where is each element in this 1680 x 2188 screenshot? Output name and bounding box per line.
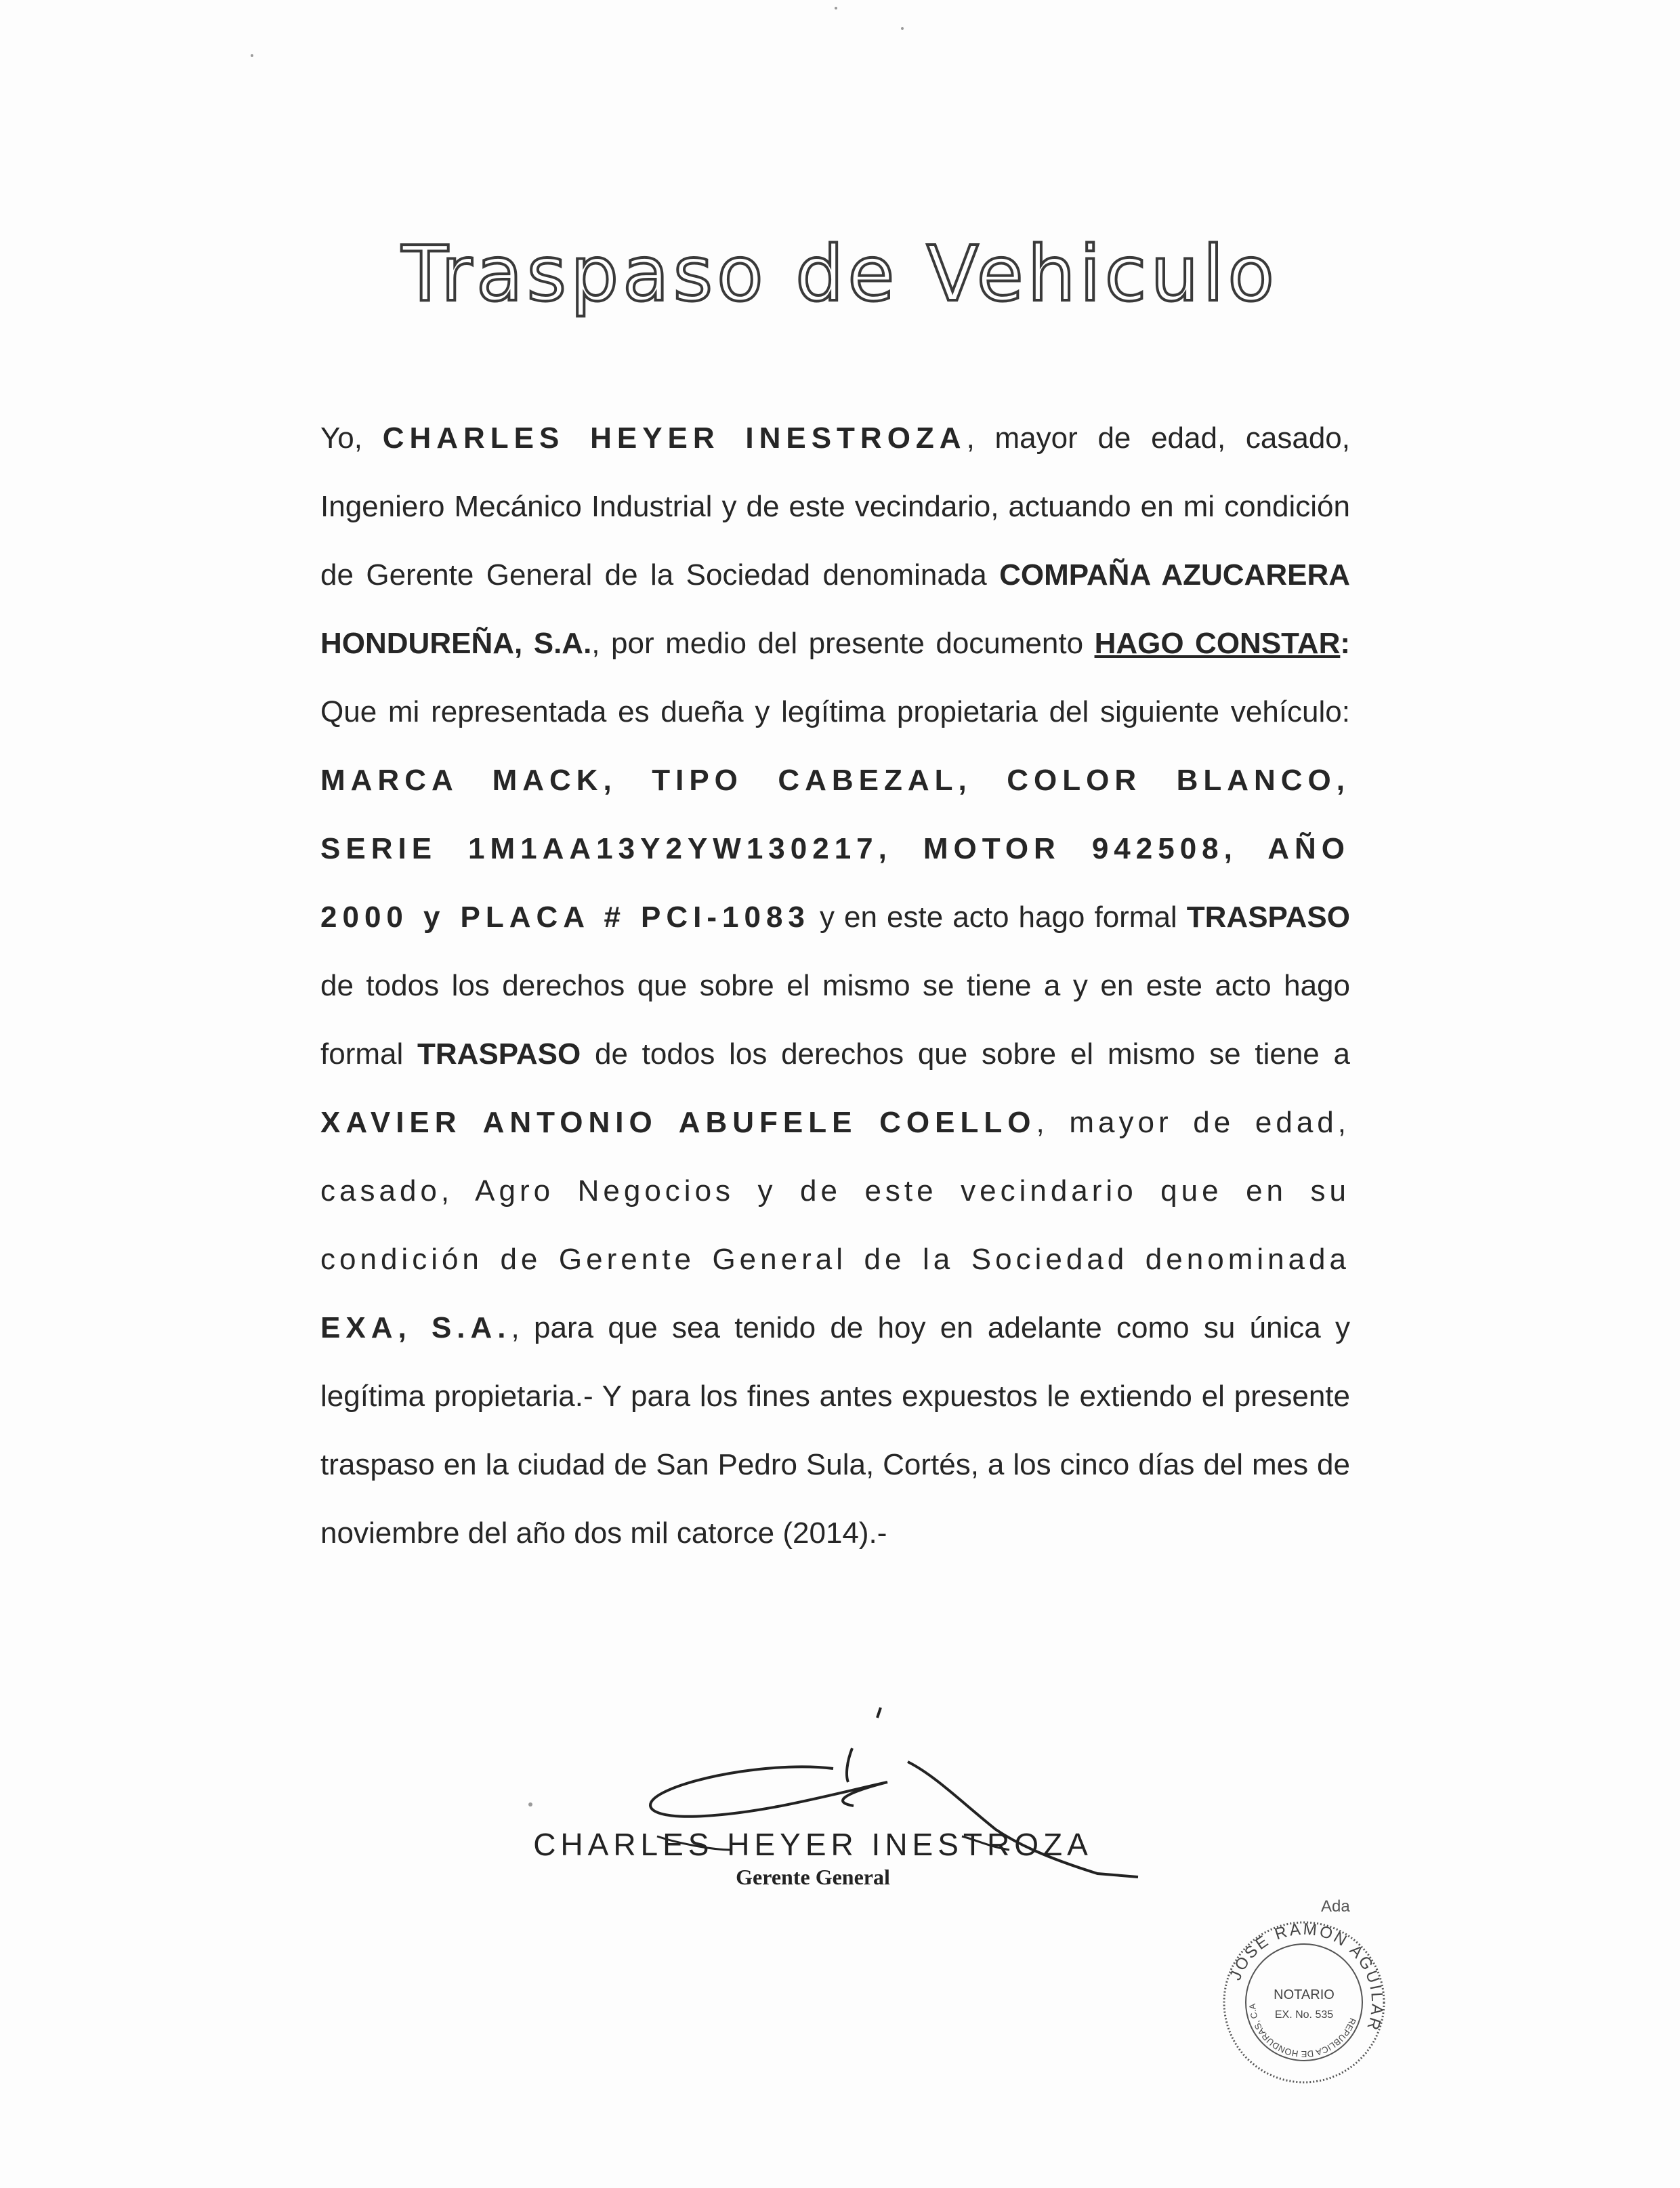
- body-segment: , mayor de edad, casado, Ingeniero Mecánico Industrial y de este vecindario, actuando en mi condición de Gerente General de la Sociedad denominada: [320, 421, 1350, 592]
- signer-role: Gerente General: [736, 1865, 890, 1889]
- body-segment: TRASPASO: [417, 1037, 581, 1071]
- body-segment: XAVIER ANTONIO ABUFELE COELLO: [320, 1106, 1036, 1139]
- body-segment: EXA, S.A.: [320, 1311, 511, 1344]
- body-segment: , mayor de edad, casado, Agro Negocios y de este vecindario que en su condición de Gerente General de la Sociedad denominada: [320, 1106, 1350, 1276]
- body-segment: MARCA MACK, TIPO CABEZAL, COLOR BLANCO, SERIE 1M1AA13Y2YW130217, MOTOR 942508, AÑO 2000 y PLACA # PCI-1083: [320, 764, 1350, 934]
- seal-center-line-2: EX. No. 535: [1274, 2009, 1334, 2021]
- body-segment: , para que sea tenido de hoy en adelante como su única y legítima propietaria.- Y para los fines antes expuestos le extiendo el presente traspaso en la ciudad de San Pedro Sula, Cortés, a los cinco días del mes de noviembre del año dos mil catorce (2014).-: [320, 1311, 1350, 1550]
- body-segment: , por medio del presente documento: [591, 627, 1095, 660]
- scan-speck: [528, 1802, 532, 1807]
- scan-speck: [251, 54, 253, 57]
- notary-seal: [1219, 1918, 1389, 2087]
- document-body: [320, 404, 1350, 1567]
- body-segment: TRASPASO: [1186, 901, 1350, 934]
- body-segment: de todos los derechos que sobre el mismo se tiene a: [581, 1037, 1350, 1071]
- seal-note: Ada: [1321, 1897, 1350, 1916]
- body-segment: :: [1340, 627, 1350, 660]
- seal-center-line-1: NOTARIO: [1274, 1987, 1335, 2002]
- body-segment: COMPAÑA AZUCARERA HONDUREÑA, S.A.: [320, 558, 1351, 660]
- body-segment: y en este acto hago formal: [810, 901, 1187, 934]
- seal-inner-text: REPUBLICA DE HONDURAS, C.A: [1246, 2003, 1358, 2060]
- body-segment: Yo,: [320, 421, 383, 455]
- signer-name: CHARLES HEYER INESTROZA: [533, 1827, 1093, 1862]
- scan-speck: [835, 7, 837, 9]
- scan-speck: [901, 27, 904, 30]
- body-segment: HAGO CONSTAR: [1094, 627, 1341, 660]
- document-title: Traspaso de Vehiculo: [402, 230, 1278, 318]
- body-segment: CHARLES HEYER INESTROZA: [382, 421, 967, 455]
- body-segment: Que mi representada es dueña y legítima propietaria del siguiente vehículo:: [320, 695, 1350, 728]
- body-segment: de todos los derechos que sobre el mismo se tiene a y en este acto hago formal: [320, 969, 1350, 1071]
- seal-outer-text: JOSE RAMON AGUILAR: [1226, 1920, 1387, 2034]
